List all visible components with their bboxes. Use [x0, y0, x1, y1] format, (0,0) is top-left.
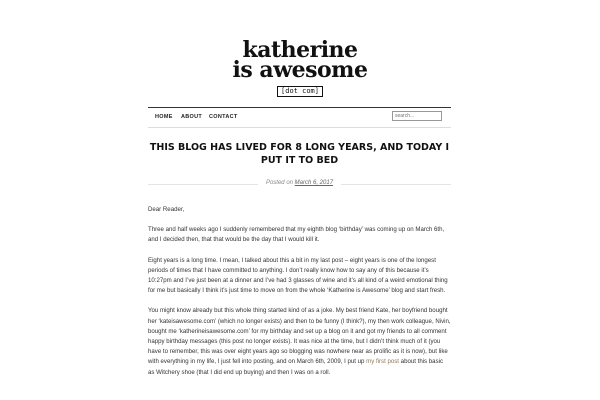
site-logo[interactable] — [0, 37, 600, 98]
post-date-link[interactable]: March 6, 2017 — [294, 180, 334, 186]
logo-line1: katherine — [242, 37, 358, 63]
nav-home[interactable]: HOME — [155, 114, 173, 120]
nav-contact[interactable]: CONTACT — [209, 114, 238, 120]
post-paragraph-3 — [148, 306, 451, 377]
post-salutation: Dear Reader, — [148, 206, 185, 213]
logo-tag: [dot com] — [277, 86, 323, 97]
post-meta — [148, 180, 451, 190]
logo-line2: is awesome — [232, 57, 368, 83]
nav-bottom-rule — [148, 127, 451, 128]
post-meta-text — [148, 180, 451, 186]
first-post-link[interactable]: my first post — [366, 358, 399, 366]
post-content — [148, 205, 451, 388]
post-paragraph-2: Eight years is a long time. I mean, I talked about this a bit in my last post – eight years is one of the longest periods of times that I have committed to anything. I don’t really know how to say any of this because it’s 10:27pm and I’ve just been at a dinner and I’ve had 3 glasses of wine and it’s all kind of a weird emotional thing for me but basically I think it’s just time to move on from the whole ‘Katherine is Awesome’ blog and start fresh. — [148, 256, 448, 295]
post-title[interactable]: THIS BLOG HAS LIVED FOR 8 LONG YEARS, AND TODAY I PUT IT TO BED — [149, 142, 450, 166]
main-nav — [148, 108, 451, 127]
p3-text-after: about this basic as Witchery shoe (that I did end up buying) and then I was on a roll. — [148, 358, 444, 376]
p3-text-before: You might know already but this whole thing started kind of as a joke. My best friend Kate, her boyfriend bought her ‘kateisawesome.com’ (which no longer exists) and then to be funny (I think?), my then work colleague, Nivin, bought me ‘katherineisawesome.com’ for my birthday and set up a blog on it and got my friends to all comment happy birthday messages (this post no longer exists). It was nice at the time, but I didn’t think much of it (you have to remember, this was over eight years ago so blogging was nowhere near as prolific as it is now), but like with everything in my life, I just fell into posting, and on March 6th, 2009, I put up — [148, 307, 451, 366]
search-input[interactable] — [392, 111, 442, 121]
meta-prefix: Posted on — [265, 180, 293, 186]
post-paragraph-1: Three and half weeks ago I suddenly remembered that my eighth blog ‘birthday’ was coming up on March 6th, and I decided then, that that would be the day that I would kill it. — [148, 226, 445, 244]
nav-about[interactable]: ABOUT — [181, 114, 203, 120]
